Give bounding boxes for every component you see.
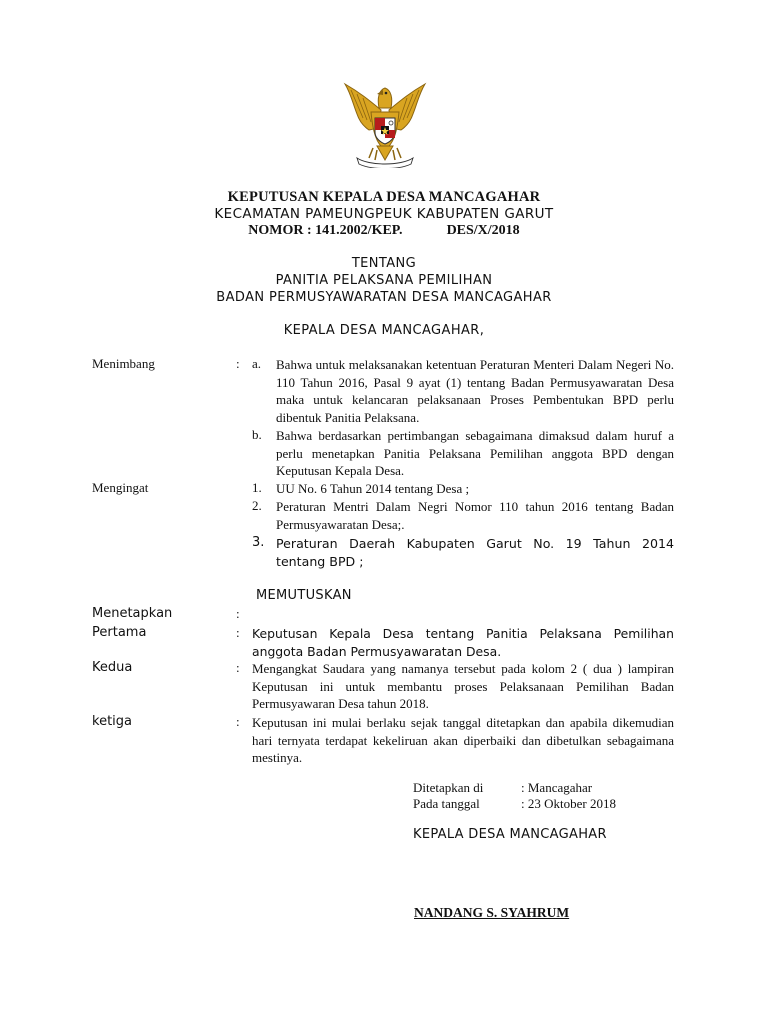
ditetapkan-value: : Mancagahar bbox=[521, 780, 593, 795]
signatory-title: KEPALA DESA MANCAGAHAR bbox=[413, 827, 607, 842]
kedua-colon: : bbox=[236, 660, 240, 675]
memutuskan-heading: MEMUTUSKAN bbox=[256, 588, 352, 603]
tentang-label: TENTANG bbox=[351, 256, 417, 271]
pertama-text: Keputusan Kepala Desa tentang Panitia Pelaksana Pemilihan anggota Badan Permusyawaratan Desa. bbox=[252, 626, 674, 659]
menetapkan-label: Menetapkan bbox=[92, 606, 173, 621]
garuda-pancasila-emblem-icon bbox=[333, 78, 437, 168]
mengingat-item-1-marker: 1. bbox=[252, 480, 262, 495]
ditetapkan-label: Ditetapkan di bbox=[413, 780, 484, 795]
document-title: KEPUTUSAN KEPALA DESA MANCAGAHAR bbox=[227, 189, 541, 205]
mengingat-item-2-text: Peraturan Mentri Dalam Negri Nomor 110 tahun 2016 tentang Badan Permusyawaratan Desa;. bbox=[276, 499, 674, 532]
kedua-text: Mengangkat Saudara yang namanya tersebut pada kolom 2 ( dua ) lampiran Keputusan ini untuk membantu proses Pelaksanaan Pemilihan Badan Permusyawaran Desa tahun 2018. bbox=[252, 661, 674, 711]
tentang-line-1: PANITIA PELAKSANA PEMILIHAN bbox=[275, 273, 493, 288]
ketiga-text: Keputusan ini mulai berlaku sejak tanggal ditetapkan dan apabila dikemudian hari ternyata terdapat kekeliruan akan diperbaiki dan dibetulkan sebagaimana mestinya. bbox=[252, 715, 674, 765]
menimbang-colon: : bbox=[236, 356, 240, 371]
menetapkan-colon: : bbox=[236, 606, 240, 621]
mengingat-item-1-text: UU No. 6 Tahun 2014 tentang Desa ; bbox=[276, 481, 470, 496]
mengingat-item-3-marker: 3. bbox=[252, 535, 265, 550]
ketiga-label: ketiga bbox=[92, 714, 132, 729]
tanggal-value: : 23 Oktober 2018 bbox=[521, 796, 616, 811]
document-number-prefix: NOMOR : 141.2002/KEP. bbox=[248, 223, 403, 238]
pertama-colon: : bbox=[236, 625, 240, 640]
menimbang-item-b-text: Bahwa berdasarkan pertimbangan sebagaimana dimaksud dalam huruf a perlu menetapkan Panitia Pelaksana Pemilihan anggota BPD dengan Keputusan Kepala Desa. bbox=[276, 428, 674, 478]
signatory-name: NANDANG S. SYAHRUM bbox=[414, 905, 570, 920]
menimbang-label: Menimbang bbox=[92, 356, 155, 371]
mengingat-label: Mengingat bbox=[92, 480, 149, 495]
ketiga-colon: : bbox=[236, 714, 240, 729]
mengingat-item-2-marker: 2. bbox=[252, 498, 262, 513]
menimbang-item-b-marker: b. bbox=[252, 427, 262, 442]
menimbang-item-a-text: Bahwa untuk melaksanakan ketentuan Peraturan Menteri Dalam Negeri No. 110 Tahun 2016, Pasal 9 ayat (1) tentang Badan Permusyawaratan Desa maka untuk kelancaran pelaksanaan Proses Pembentukan BPD perlu dibentuk Panitia Pelaksana. bbox=[276, 357, 674, 425]
pertama-label: Pertama bbox=[92, 625, 147, 640]
kepala-desa-heading: KEPALA DESA MANCAGAHAR, bbox=[283, 323, 485, 338]
document-number-suffix: DES/X/2018 bbox=[446, 223, 520, 238]
kedua-label: Kedua bbox=[92, 660, 133, 675]
mengingat-item-3-text: Peraturan Daerah Kabupaten Garut No. 19 Tahun 2014 tentang BPD ; bbox=[276, 536, 674, 569]
document-subtitle: KECAMATAN PAMEUNGPEUK KABUPATEN GARUT bbox=[214, 206, 554, 222]
tentang-line-2: BADAN PERMUSYAWARATAN DESA MANCAGAHAR bbox=[216, 290, 552, 305]
document-number bbox=[0, 223, 768, 239]
menimbang-item-a-marker: a. bbox=[252, 356, 262, 371]
tanggal-label: Pada tanggal bbox=[413, 796, 480, 811]
